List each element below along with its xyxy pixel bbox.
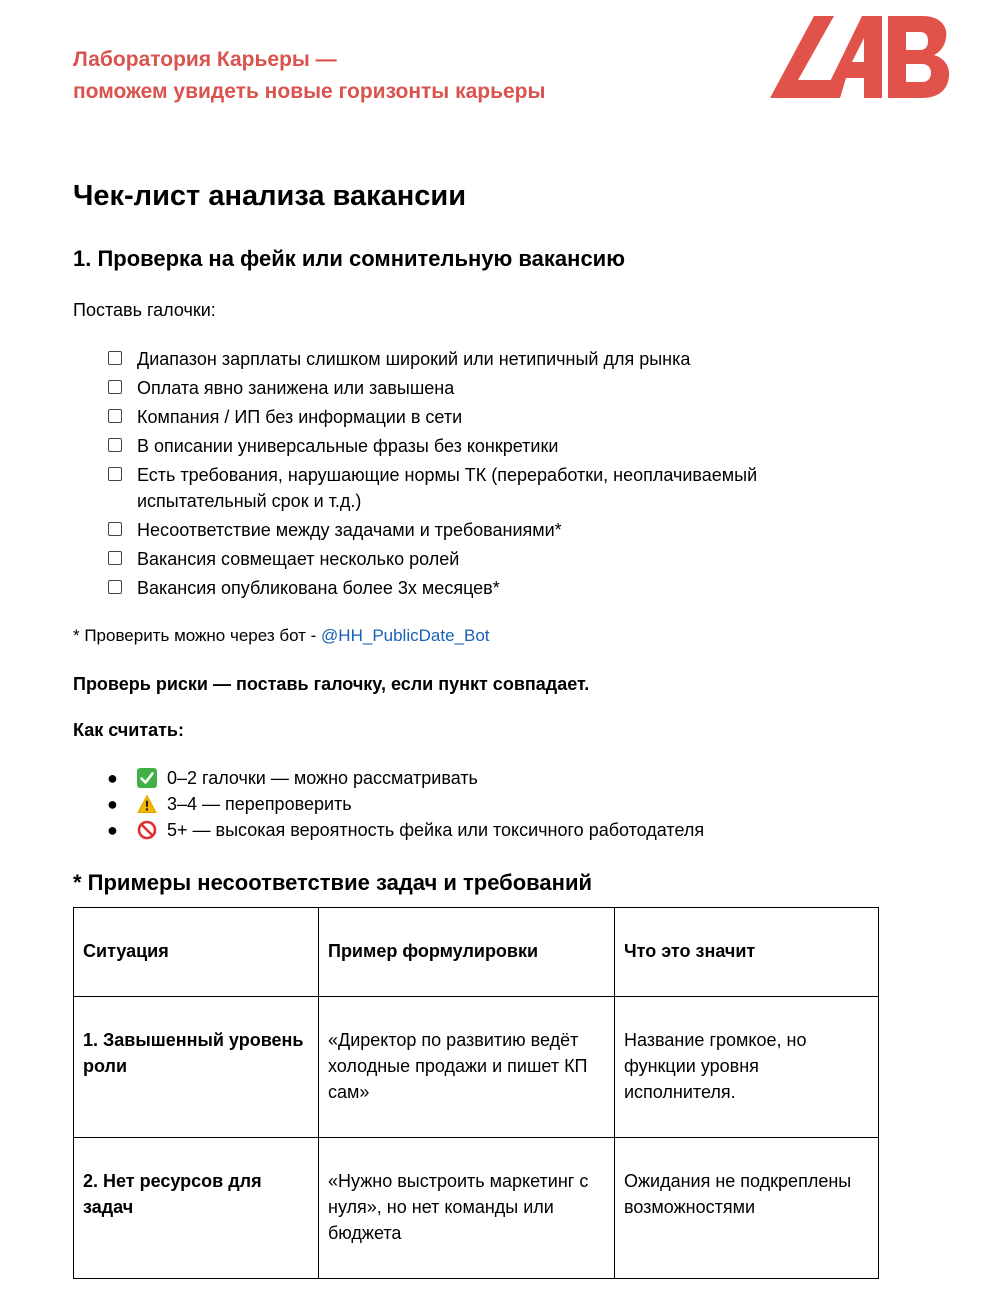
checklist-item-label: В описании универсальные фразы без конкретики [137,436,559,456]
table-header-cell: Пример формулировки [319,908,615,997]
checklist-item-label: Диапазон зарплаты слишком широкий или нетипичный для рынка [137,349,691,369]
logo-letter-b [888,16,949,98]
scale-item [107,791,704,817]
scale-text: 5+ — высокая вероятность фейка или токсичного работодателя [167,820,705,840]
score-scale [107,765,704,843]
bullet-icon: ● [107,768,118,788]
checkbox-icon[interactable] [108,380,122,394]
warning-icon [137,794,157,814]
checklist-item[interactable] [107,404,847,430]
checklist-item[interactable] [107,575,847,601]
checklist-item[interactable] [107,517,847,543]
risk-note: Проверь риски — поставь галочку, если пункт совпадает. [73,674,590,694]
checklist-intro: Поставь галочки: [73,300,216,320]
bullet-icon: ● [107,820,118,840]
how-to-count-label: Как считать: [73,720,184,740]
table-row [74,1138,879,1279]
checklist-item-label: Есть требования, нарушающие нормы ТК (переработки, неоплачиваемый испытательный срок и т.д.) [137,465,758,511]
table-cell: «Директор по развитию ведёт холодные продажи и пишет КП сам» [319,997,615,1138]
checklist-item-label: Вакансия совмещает несколько ролей [137,549,460,569]
tagline-line-2: поможем увидеть новые горизонты карьеры [73,80,546,103]
bullet-icon: ● [107,794,118,814]
bot-footnote [73,624,490,648]
scale-text: 3–4 — перепроверить [167,794,352,814]
checklist-item[interactable] [107,462,847,514]
checkbox-icon[interactable] [108,522,122,536]
table-cell: Название громкое, но функции уровня исполнителя. [615,997,879,1138]
scale-text: 0–2 галочки — можно рассматривать [167,768,478,788]
logo-letter-l [770,16,836,98]
checklist-item[interactable] [107,346,847,372]
checklist-item[interactable] [107,433,847,459]
footnote-text: * Проверить можно через бот - [73,626,322,645]
checklist-item-label: Компания / ИП без информации в сети [137,407,463,427]
table-cell: 2. Нет ресурсов для задач [74,1138,319,1279]
tagline-line-1: Лаборатория Карьеры — [73,48,337,71]
table-header-cell: Ситуация [74,908,319,997]
checklist-item-label: Оплата явно занижена или завышена [137,378,455,398]
table-cell: «Нужно выстроить маркетинг с нуля», но нет команды или бюджета [319,1138,615,1279]
scale-item [107,817,704,843]
checklist-item-label: Несоответствие между задачами и требованиями* [137,520,562,540]
checklist-item[interactable] [107,375,847,401]
section-1-title: 1. Проверка на фейк или сомнительную вакансию [73,246,625,271]
checkbox-icon[interactable] [108,409,122,423]
lab-logo [770,14,950,100]
checkbox-icon[interactable] [108,551,122,565]
prohibited-icon [137,820,157,840]
checkbox-icon[interactable] [108,351,122,365]
header-tagline [73,44,545,108]
checkbox-icon[interactable] [108,438,122,452]
checkbox-icon[interactable] [108,580,122,594]
fake-vacancy-checklist [107,346,847,604]
table-header-cell: Что это значит [615,908,879,997]
checklist-item-label: Вакансия опубликована более 3х месяцев* [137,578,500,598]
scale-item [107,765,704,791]
table-cell: Ожидания не подкреплены возможностями [615,1138,879,1279]
check-mark-icon [137,768,157,788]
examples-table [73,907,879,1279]
checkbox-icon[interactable] [108,467,122,481]
bot-link[interactable]: @HH_PublicDate_Bot [321,626,490,645]
table-header-row [74,908,879,997]
checklist-item[interactable] [107,546,847,572]
logo-letter-a [822,16,882,98]
examples-heading: * Примеры несоответствие задач и требований [73,870,592,895]
table-cell: 1. Завышенный уровень роли [74,997,319,1138]
page-title: Чек-лист анализа вакансии [73,180,467,212]
table-row [74,997,879,1138]
